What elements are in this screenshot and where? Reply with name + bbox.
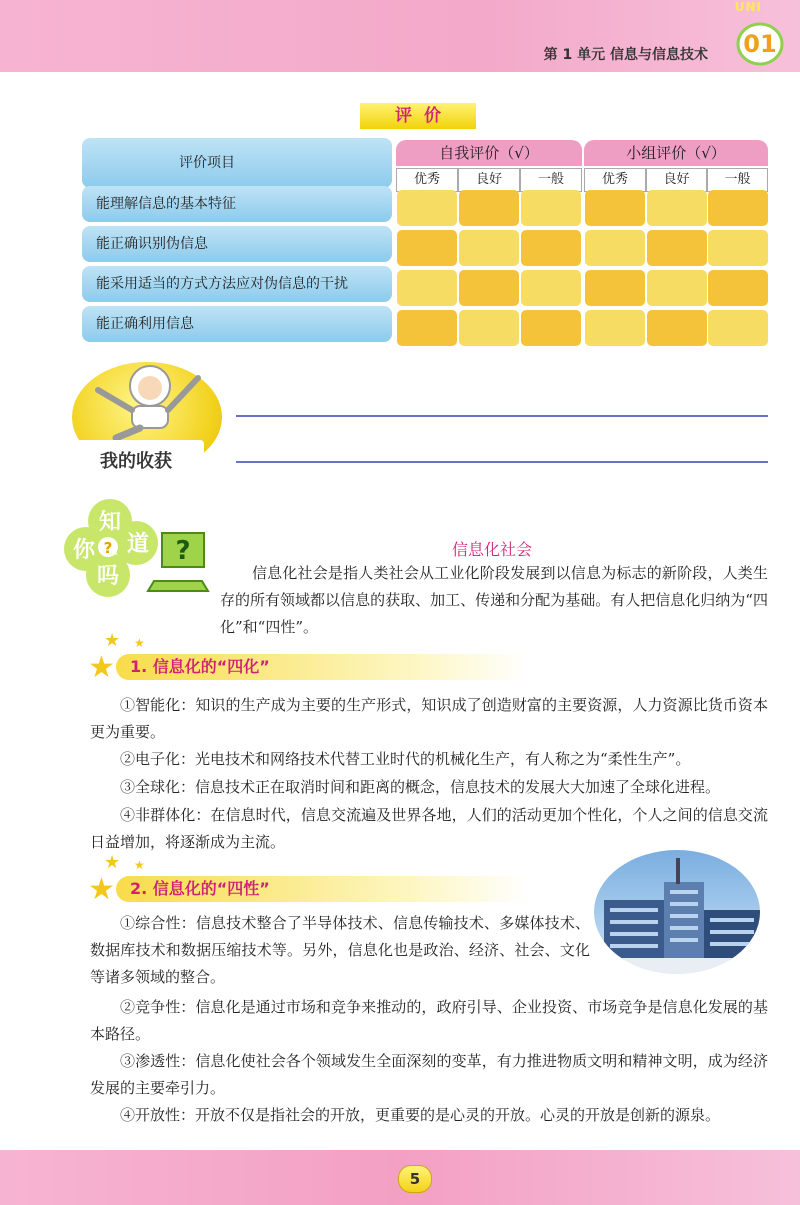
check-cell-r3-c5[interactable] [647,270,707,306]
evaluation-title: 评价 [360,103,476,129]
unit-badge-icon [722,18,786,68]
item-header: 评价项目 [179,155,235,171]
unit-label: UNI [734,0,762,14]
star-icon: ★ [134,636,145,650]
check-cell-r1-c2[interactable] [459,190,519,226]
four-characteristics-title: 2. 信息化的“四性” [116,876,530,902]
s1-item-1: ①智能化：知识的生产成为主要的生产形式，知识成了创造财富的主要资源，人力资源比货币资本更为重要。 [90,696,768,741]
item-header-cell [82,138,392,188]
check-cell-r4-c3[interactable] [521,310,581,346]
writing-line-1[interactable] [236,415,768,417]
svg-text:吗: 吗 [96,564,120,589]
check-cell-r2-c1[interactable] [397,230,457,266]
check-cell-r4-c2[interactable] [459,310,519,346]
eval-item-4: 能正确利用信息 [82,306,392,342]
eval-item-1: 能理解信息的基本特征 [82,186,392,222]
check-cell-r4-c6[interactable] [708,310,768,346]
harvest-label: 我的收获 [100,451,172,472]
s2-item-4: ④开放性：开放不仅是指社会的开放，更重要的是心灵的开放。心灵的开放是创新的源泉。 [120,1106,721,1124]
svg-text:知: 知 [98,510,122,535]
check-cell-r2-c3[interactable] [521,230,581,266]
check-cell-r4-c4[interactable] [585,310,645,346]
check-cell-r1-c3[interactable] [521,190,581,226]
level-excellent-group: 优秀 [584,168,646,192]
intro-paragraph: 信息化社会是指人类社会从工业化阶段发展到以信息为标志的新阶段，人类生存的所有领域都以信息的获取、加工、传递和分配为基础。有人把信息化归纳为“四化”和“四性”。 [220,564,768,636]
star-icon: ★ [88,872,115,907]
star-icon: ★ [104,852,121,873]
level-average-self: 一般 [520,168,582,192]
check-cell-r4-c5[interactable] [647,310,707,346]
svg-text:?: ? [103,539,113,557]
check-cell-r2-c6[interactable] [708,230,768,266]
level-average-group: 一般 [707,168,768,192]
s2-item-1: ①综合性：信息技术整合了半导体技术、信息传输技术、多媒体技术、数据库技术和数据压缩技术等。另外，信息化也是政治、经济、社会、文化等诸多领域的整合。 [90,914,590,986]
check-cell-r3-c3[interactable] [521,270,581,306]
astronaut-icon [80,360,210,440]
svg-text:道: 道 [126,532,150,557]
check-cell-r3-c2[interactable] [459,270,519,306]
check-cell-r4-c1[interactable] [397,310,457,346]
section-title: 信息化社会 [452,540,533,559]
svg-text:你: 你 [72,538,96,563]
s1-item-4: ④非群体化：在信息时代，信息交流遍及世界各地，人们的活动更加个性化，个人之间的信息交流日益增加，将逐渐成为主流。 [90,806,768,851]
unit-number: 01 [743,30,777,58]
star-icon: ★ [104,630,121,651]
page-number: 5 [398,1165,432,1193]
level-excellent-self: 优秀 [396,168,458,192]
self-eval-header: 自我评价（√） [396,140,582,166]
svg-text:?: ? [175,536,191,566]
group-eval-header: 小组评价（√） [584,140,768,166]
s2-item-3: ③渗透性：信息化使社会各个领域发生全面深刻的变革，有力推进物质文明和精神文明，成为经济发展的主要牵引力。 [90,1052,768,1097]
eval-item-3: 能采用适当的方式方法应对伪信息的干扰 [82,266,392,302]
check-cell-r1-c4[interactable] [585,190,645,226]
level-good-group: 良好 [646,168,707,192]
check-cell-r2-c4[interactable] [585,230,645,266]
s2-item-2: ②竞争性：信息化是通过市场和竞争来推动的，政府引导、企业投资、市场竞争是信息化发展的基本路径。 [90,998,768,1043]
four-modernizations-title: 1. 信息化的“四化” [116,654,530,680]
unit-title: 第 1 单元 信息与信息技术 [543,47,708,63]
check-cell-r3-c4[interactable] [585,270,645,306]
check-cell-r3-c1[interactable] [397,270,457,306]
star-icon: ★ [88,650,115,685]
check-cell-r2-c5[interactable] [647,230,707,266]
check-cell-r2-c2[interactable] [459,230,519,266]
writing-line-2[interactable] [236,461,768,463]
city-buildings-photo [594,850,760,974]
eval-item-2: 能正确识别伪信息 [82,226,392,262]
s1-item-2: ②电子化：光电技术和网络技术代替工业时代的机械化生产，有人称之为“柔性生产”。 [120,750,691,768]
check-cell-r1-c1[interactable] [397,190,457,226]
star-icon: ★ [134,858,145,872]
level-good-self: 良好 [458,168,520,192]
check-cell-r3-c6[interactable] [708,270,768,306]
s1-item-3: ③全球化：信息技术正在取消时间和距离的概念，信息技术的发展大大加速了全球化进程。 [120,778,721,796]
check-cell-r1-c6[interactable] [708,190,768,226]
check-cell-r1-c5[interactable] [647,190,707,226]
did-you-know-clover-icon [62,495,212,613]
